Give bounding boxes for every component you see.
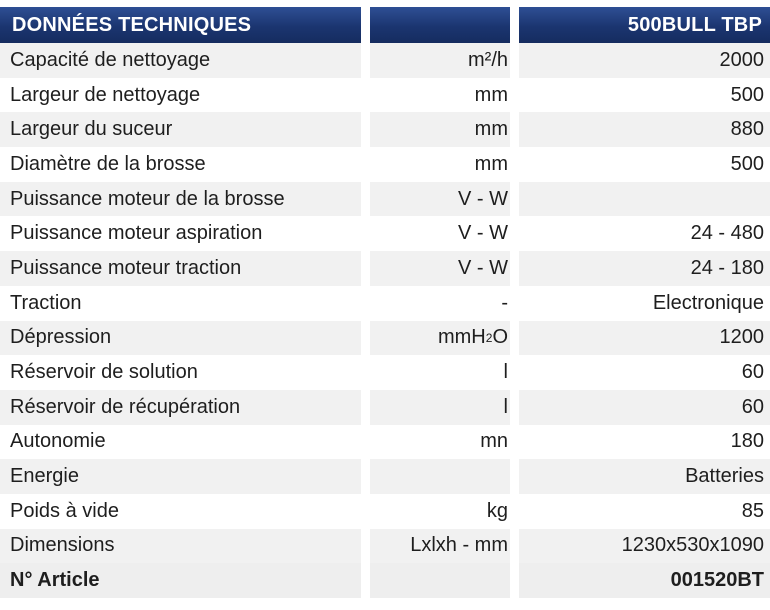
row-unit: m²/h xyxy=(370,43,510,78)
row-label: Puissance moteur de la brosse xyxy=(0,182,361,217)
row-unit: l xyxy=(370,390,510,425)
row-label: Puissance moteur traction xyxy=(0,251,361,286)
row-unit: mm xyxy=(370,147,510,182)
row-value: 1200 xyxy=(519,321,770,356)
row-unit: V - W xyxy=(370,216,510,251)
row-label: Diamètre de la brosse xyxy=(0,147,361,182)
header-model: 500BULL TBP xyxy=(519,7,770,43)
row-value xyxy=(519,182,770,217)
header-unit xyxy=(370,7,510,43)
row-unit: mn xyxy=(370,425,510,460)
row-label: Puissance moteur aspiration xyxy=(0,216,361,251)
article-label: N° Article xyxy=(0,563,361,598)
row-value: 500 xyxy=(519,78,770,113)
row-unit: mm xyxy=(370,78,510,113)
row-value: 85 xyxy=(519,494,770,529)
header-title: DONNÉES TECHNIQUES xyxy=(0,7,361,43)
row-label: Réservoir de solution xyxy=(0,355,361,390)
row-unit: l xyxy=(370,355,510,390)
row-value: 2000 xyxy=(519,43,770,78)
unit-tail: O xyxy=(492,326,508,349)
row-value: 180 xyxy=(519,425,770,460)
row-unit: V - W xyxy=(370,251,510,286)
row-value: 24 - 480 xyxy=(519,216,770,251)
row-label: Poids à vide xyxy=(0,494,361,529)
unit-subscript: 2 xyxy=(485,330,493,345)
article-number: 001520BT xyxy=(519,563,770,598)
row-unit xyxy=(370,321,510,356)
row-value: 1230x530x1090 xyxy=(519,529,770,564)
row-value: 500 xyxy=(519,147,770,182)
row-value: 60 xyxy=(519,390,770,425)
row-label: Réservoir de récupération xyxy=(0,390,361,425)
row-unit: kg xyxy=(370,494,510,529)
row-unit xyxy=(370,459,510,494)
row-value: 880 xyxy=(519,112,770,147)
row-label: Dimensions xyxy=(0,529,361,564)
row-value: Batteries xyxy=(519,459,770,494)
row-label: Dépression xyxy=(0,321,361,356)
article-unit xyxy=(370,563,510,598)
spec-table xyxy=(0,7,770,598)
row-unit: V - W xyxy=(370,182,510,217)
unit-main: mmH xyxy=(437,326,486,349)
row-unit: Lxlxh - mm xyxy=(370,529,510,564)
row-label: Largeur du suceur xyxy=(0,112,361,147)
row-label: Energie xyxy=(0,459,361,494)
row-value: 24 - 180 xyxy=(519,251,770,286)
row-unit: mm xyxy=(370,112,510,147)
row-label: Autonomie xyxy=(0,425,361,460)
row-label: Largeur de nettoyage xyxy=(0,78,361,113)
row-label: Traction xyxy=(0,286,361,321)
row-unit: - xyxy=(370,286,510,321)
row-value: 60 xyxy=(519,355,770,390)
row-value: Electronique xyxy=(519,286,770,321)
row-label: Capacité de nettoyage xyxy=(0,43,361,78)
